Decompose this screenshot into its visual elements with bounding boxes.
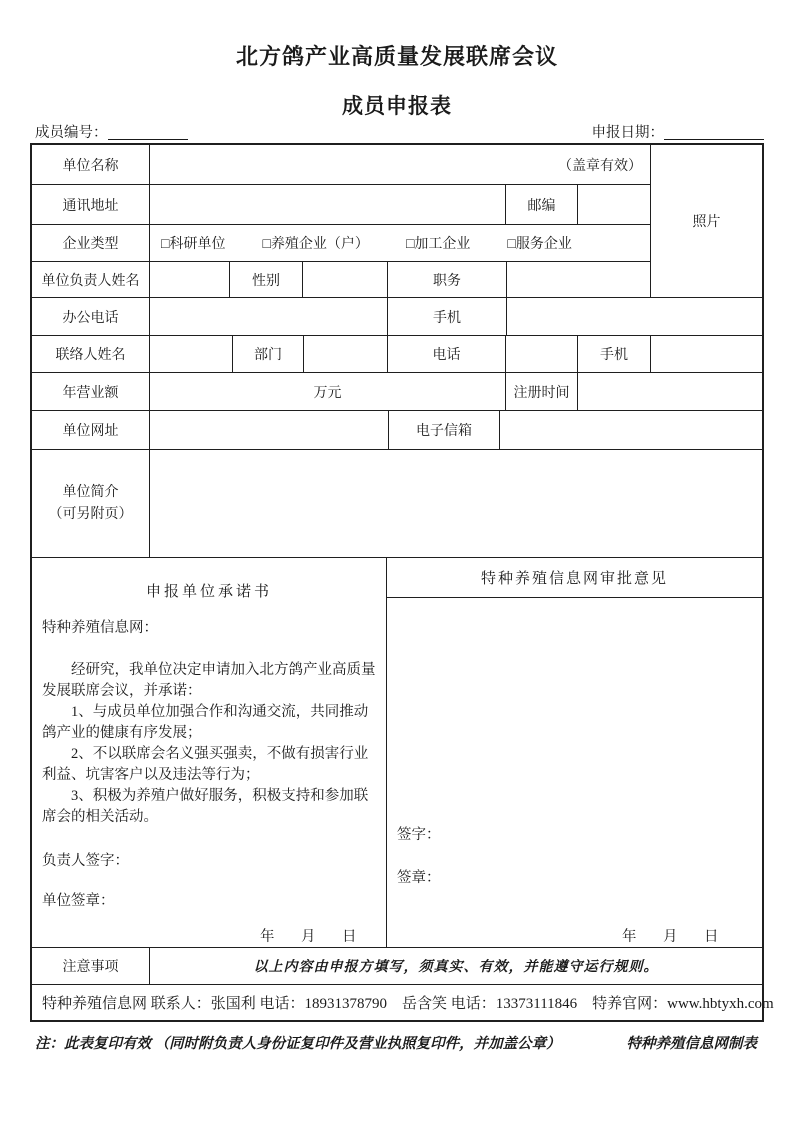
annual-revenue-input[interactable]: [150, 373, 506, 411]
unit-seal-label: 单位签章：: [42, 893, 115, 909]
address-label: 通讯地址: [32, 185, 150, 225]
website-label: 单位网址: [32, 411, 150, 450]
annual-revenue-label: 年营业额: [32, 373, 150, 411]
contact-mobile-label: 手机: [578, 336, 651, 373]
seal-valid-note: （盖章有效）: [558, 158, 642, 174]
gender-label: 性别: [230, 262, 303, 298]
enterprise-type-label: 企业类型: [32, 225, 150, 262]
promise-paragraph-1: 经研究，我单位决定申请加入北方鸽产业高质量发展联席会议，并承诺：: [42, 662, 376, 699]
notice-content: 以上内容由申报方填写，须真实、有效，并能遵守运行规则。: [150, 948, 762, 985]
application-form-table: [30, 143, 774, 1022]
checkbox-breeding-enterprise[interactable]: □养殖企业（户）: [262, 237, 369, 252]
contact-info-row: 特种养殖信息网 联系人：张国利 电话：18931378790 岳含笑 电话：13373111846 特养官网：www.hbtyxh.com: [42, 996, 774, 1012]
promise-salutation: 特种养殖信息网：: [42, 620, 158, 636]
page-title: 北方鸽产业高质量发展联席会议: [235, 44, 558, 69]
phone-label: 电话: [388, 336, 506, 373]
unit-name-label: 单位名称: [32, 145, 150, 185]
mobile-input[interactable]: [507, 298, 762, 336]
office-phone-label: 办公电话: [32, 298, 150, 336]
contact-name-label: 联络人姓名: [32, 336, 150, 373]
member-number-input[interactable]: [108, 124, 188, 140]
profile-label: [32, 450, 150, 558]
apply-date-input[interactable]: [664, 124, 764, 140]
profile-input[interactable]: [150, 450, 762, 558]
promise-title: 申报单位承诺书: [145, 584, 272, 600]
promise-section: [32, 558, 387, 948]
department-input[interactable]: [304, 336, 388, 373]
approval-section[interactable]: [387, 598, 762, 948]
email-input[interactable]: [500, 411, 762, 450]
contact-mobile-input[interactable]: [651, 336, 762, 373]
approval-sign-label: 签字：: [397, 827, 441, 843]
office-phone-input[interactable]: [150, 298, 388, 336]
gender-input[interactable]: [303, 262, 388, 298]
position-label: 职务: [388, 262, 507, 298]
department-label: 部门: [233, 336, 304, 373]
promise-paragraph-3: 2、不以联席会名义强买强卖，不做有损害行业利益、坑害客户以及违法等行为；: [42, 746, 369, 783]
email-label: 电子信箱: [389, 411, 500, 450]
approval-title: 特种养殖信息网审批意见: [387, 558, 762, 598]
address-input[interactable]: [150, 185, 506, 225]
register-time-label: 注册时间: [506, 373, 578, 411]
photo-placeholder[interactable]: [651, 145, 762, 298]
mobile-label: 手机: [388, 298, 507, 336]
head-name-label: 单位负责人姓名: [32, 262, 150, 298]
footnote-left: 注：此表复印有效 （同时附负责人身份证复印件及营业执照复印件，并加盖公章）: [35, 1036, 561, 1052]
postcode-input[interactable]: [578, 185, 651, 225]
info-row: [35, 121, 764, 142]
approval-date-line: 年 月 日: [622, 929, 725, 945]
profile-label-line2: （可另附页）: [48, 506, 133, 522]
unit-name-input[interactable]: [150, 145, 651, 185]
register-time-input[interactable]: [578, 373, 762, 411]
promise-date-line: 年 月 日: [260, 929, 363, 945]
photo-label: 照片: [692, 215, 721, 230]
promise-paragraph-4: 3、积极为养殖户做好服务，积极支持和参加联席会的相关活动。: [42, 788, 369, 825]
member-number-label: 成员编号：: [35, 125, 108, 141]
footnote-row: [35, 1032, 757, 1053]
contact-name-input[interactable]: [150, 336, 233, 373]
profile-label-line1: 单位简介: [62, 484, 119, 500]
promise-body: [42, 618, 376, 828]
head-name-input[interactable]: [150, 262, 230, 298]
approval-seal-label: 签章：: [397, 870, 441, 886]
checkbox-service-enterprise[interactable]: □服务企业: [507, 237, 572, 252]
apply-date-label: 申报日期：: [591, 125, 664, 141]
checkbox-processing-enterprise[interactable]: □加工企业: [405, 237, 471, 252]
phone-input[interactable]: [506, 336, 578, 373]
page-subtitle: 成员申报表: [342, 94, 452, 118]
checkbox-research-unit[interactable]: □科研单位: [161, 237, 226, 252]
promise-paragraph-2: 1、与成员单位加强合作和沟通交流，共同推动鸽产业的健康有序发展；: [42, 704, 369, 741]
website-input[interactable]: [150, 411, 389, 450]
enterprise-type-options: [150, 225, 651, 262]
revenue-unit-label: 万元: [313, 385, 342, 401]
responsible-signature-label: 负责人签字：: [42, 853, 129, 869]
postcode-label: 邮编: [506, 185, 578, 225]
notice-label: 注意事项: [32, 948, 150, 985]
footnote-right: 特种养殖信息网制表: [626, 1036, 757, 1052]
position-input[interactable]: [507, 262, 651, 298]
